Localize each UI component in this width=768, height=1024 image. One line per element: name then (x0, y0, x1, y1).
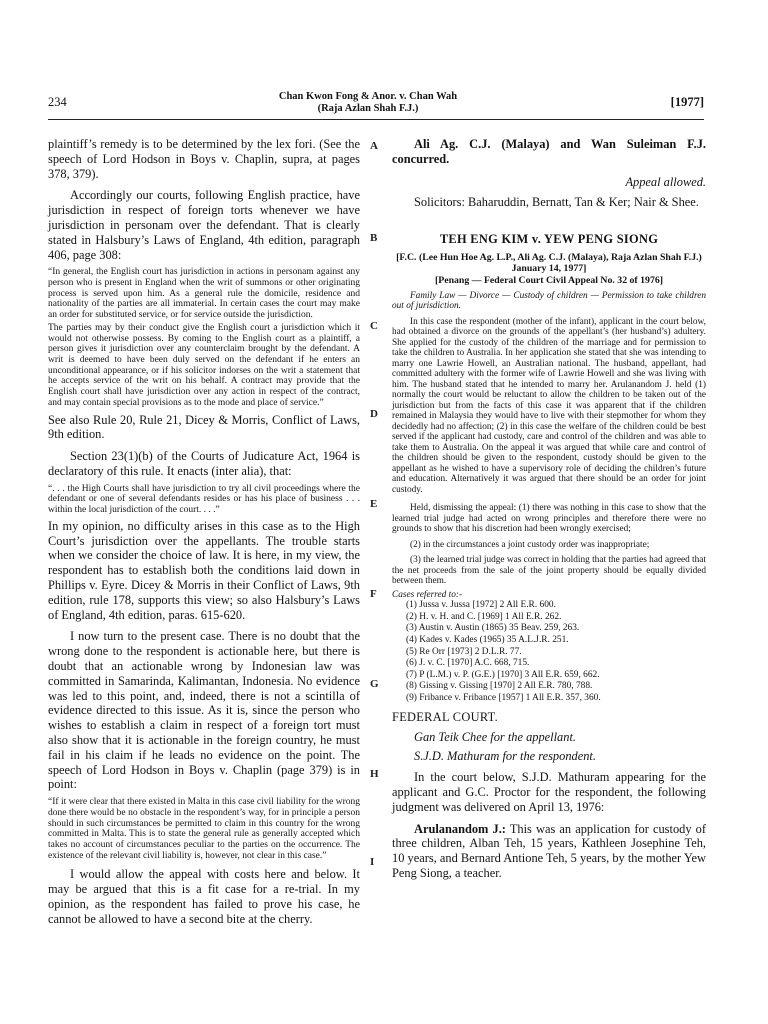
case-citation: (8) Gissing v. Gissing [1970] 2 All E.R. 780, 788. (406, 681, 593, 692)
case-citation: (4) Kades v. Kades (1965) 35 A.L.J.R. 251. (406, 635, 569, 646)
case-title: TEH ENG KIM v. YEW PENG SIONG (439, 232, 659, 247)
held: (2) in the circumstances a joint custody order was inappropriate; (410, 539, 650, 550)
cases-heading: Cases referred to:- (392, 589, 463, 600)
margin-letter: B (370, 232, 378, 244)
case-citation: (9) Fribance v. Fribance [1957] 1 All E.R. 357, 360. (406, 693, 601, 704)
margin-letter: I (370, 856, 375, 868)
margin-letter: G (370, 678, 379, 690)
case-citation: (1) Jussa v. Jussa [1972] 2 All E.R. 600. (406, 600, 556, 611)
headnote: In this case the respondent (mother of the infant), applicant in the court below, had obtained a divorce on the grounds of the appellant’s (her husband’s) adultery. She applied for the custody of the children of the marriage and for permission to take the children to Australia. In her application she stated that she was intending to marry one Lawrie Howell, an Australian national. The husband, appellant, had committed adultery with the former wife of Lawrie Howell and she was living with him. The husband stated that he intended to marry her. Arulanandom J. held (1) normally the court would be reluctant to allow the children to be taken out of the jurisdiction but from the facts of this case it was apparent that if the children remained in Malaysia they would have to live with their stepmother for whom they decidedly had no affection; (2) in this case the welfare of the children could be best served if the applicant had custody, care and control of the children and was able to take them to Australia. On the appeal it was argued that while care and control of the children should be given to the respondent, custody should be given to the appellant as he wished to have a supervisory role of deciding the children’s future and education. Alternatively it was argued that there should be an order for joint custody. (392, 316, 706, 495)
running-title-case: Chan Kwon Fong & Anor. v. Chan Wah (278, 91, 458, 102)
court-below: In the court below, S.J.D. Mathuram appearing for the applicant and G.C. Proctor for the respondent, the following judgment was delivered on April 13, 1976: (392, 770, 706, 814)
block-quote: The parties may by their conduct give the English court a jurisdiction which it would not otherwise possess. By coming to the English court as a plaintiff, a person gives it jurisdiction over any counterclaim brought by the defendant. A writ is deemed to have been duly served on the defendant if he enters an unconditional appearance, or if his solicitor indorses on the writ a statement that he accepts service of the writ on his behalf. A contract may provide that the English court shall have jurisdiction over any action in respect of the contract, and may contain special provisions as to the mode and place of service.” (48, 322, 360, 408)
margin-letter: E (370, 498, 378, 510)
concurrence: Ali Ag. C.J. (Malaya) and Wan Suleiman F.J. concurred. (392, 137, 706, 166)
header-rule (48, 119, 704, 120)
paragraph: Accordingly our courts, following English practice, have jurisdiction in respect of foreign torts whenever we have jurisdiction in personam over the defendant. That is clearly stated in Halsbury’s Laws of England, 4th edition, paragraph 406, page 308: (48, 188, 360, 262)
judgment-text: This was an application for custody of three children, Alban Teh, 15 years, Kathleen Josephine Teh, 10 years, and Bernard Antione Teh, 5 years, by the mother Yew Peng Siong, a teacher. (392, 821, 706, 881)
case-citation: (6) J. v. C. [1970] A.C. 668, 715. (406, 658, 530, 669)
solicitors: Solicitors: Baharuddin, Bernatt, Tan & Ker; Nair & Shee. (414, 195, 699, 210)
block-quote: “In general, the English court has jurisdiction in actions in personam against any person who is present in England when the writ of summons or other originating process is served upon him. As a general rule the domicile, residence and nationality of the parties are all immaterial. In certain cases the court may make an order for substituted service, or for service outside the jurisdiction. (48, 267, 360, 321)
paragraph: See also Rule 20, Rule 21, Dicey & Morris, Conflict of Laws, 9th edition. (48, 412, 360, 442)
case-citation: (5) Re Orr [1973] 2 D.L.R. 77. (406, 646, 522, 657)
paragraph: I now turn to the present case. There is no doubt that the wrong done to the respondent is actionable here, but there is doubt that an actionable wrong by Indonesian law was committed in Samarinda, Kalimantan, Indonesia. No evidence was led to this point, and, indeed, there is not a scintilla of evidence directed to this issue. As it is, since the person who wishes to establish a claim in respect of a foreign tort must also show that it is actionable in the foreign country, he must fail in his claim if he leads no evidence on the point. The speech of Lord Hodson in Boys v. Chaplin (page 379) is in point: (48, 629, 360, 792)
left-column (48, 137, 360, 927)
court-reference: [Penang — Federal Court Civil Appeal No. 32 of 1976] (434, 274, 664, 286)
cases-list (392, 600, 706, 704)
court-heading: FEDERAL COURT. (392, 709, 499, 724)
held: Held, dismissing the appeal: (1) there was nothing in this case to show that the learned trial judge had acted on wrong principles and therefore there were no grounds to show that his discretion had been wrongly exercised; (392, 503, 706, 535)
coram: [F.C. (Lee Hun Hoe Ag. L.P., Ali Ag. C.J. (Malaya), Raja Azlan Shah F.J.) January 14, 1977] (396, 252, 702, 275)
paragraph: plaintiff’s remedy is to be determined by the lex fori. (See the speech of Lord Hodson in Boys v. Chaplin, supra, at pages 378, 379). (48, 137, 360, 181)
block-quote: “. . . the High Courts shall have jurisdiction to try all civil proceedings where the defendant or one of several defendants resides or has his place of business . . . within the local jurisdiction of the court. . . .” (48, 483, 360, 516)
judgment-opening (392, 822, 706, 881)
paragraph: I would allow the appeal with costs here and below. It may be argued that this is a fit case for a re-trial. In my opinion, as the respondent has failed to prove his case, he cannot be allowed to have a second bite at the cherry. (48, 867, 360, 926)
running-title (238, 91, 498, 115)
volume-year: [1977] (670, 95, 704, 109)
margin-letter: A (370, 140, 378, 152)
page-header (48, 88, 704, 120)
paragraph: Section 23(1)(b) of the Courts of Judicature Act, 1964 is declaratory of this rule. It enacts (inter alia), that: (48, 449, 360, 478)
right-column (392, 137, 706, 881)
margin-letter: H (370, 768, 379, 780)
held: (3) the learned trial judge was correct in holding that the parties had agreed that the net proceeds from the sale of the joint property should be equally divided between them. (392, 555, 706, 587)
case-citation: (2) H. v. H. and C. [1969] 1 All E.R. 262. (406, 611, 562, 622)
paragraph: In my opinion, no difficulty arises in this case as to the High Court’s jurisdiction over the appellants. The trouble starts when we consider the choice of law. It is here, in my view, the respondent has to establish both the conditions laid down in Phillips v. Eyre. Dicey & Morris in their Conflict of Laws, 9th edition, rule 178, supports this view; so also Halsbury’s Laws of England, 4th edition, paras. 615-620. (48, 518, 360, 622)
margin-letter: F (370, 588, 377, 600)
block-quote: “If it were clear that there existed in Malta in this case civil liability for the wrong done there would be no obstacle in the respondent’s way, for in principle a person should in such circumstances be permitted to claim in this country for the wrong committed in Malta. This is to state the general rule as generally accepted which takes no account of circumstances peculiar to the parties on the occurrence. The existence of the relevant civil liability is, however, not clear in this case.” (48, 797, 360, 861)
running-title-judge: (Raja Azlan Shah F.J.) (317, 103, 419, 115)
margin-letter: D (370, 408, 378, 420)
counsel-respondent: S.J.D. Mathuram for the respondent. (414, 749, 596, 764)
margin-letter: C (370, 320, 378, 332)
catchwords: Family Law — Divorce — Custody of children — Permission to take children out of jurisdiction. (392, 290, 706, 312)
counsel-appellant: Gan Teik Chee for the appellant. (414, 729, 576, 744)
page-number: 234 (48, 95, 67, 109)
judgment-judge: Arulanandom J.: (414, 821, 506, 836)
outcome: Appeal allowed. (625, 174, 706, 189)
case-citation: (3) Austin v. Austin (1865) 35 Beav. 259, 263. (406, 623, 580, 634)
case-citation: (7) P (L.M.) v. P. (G.E.) [1970] 3 All E.R. 659, 662. (406, 669, 600, 680)
